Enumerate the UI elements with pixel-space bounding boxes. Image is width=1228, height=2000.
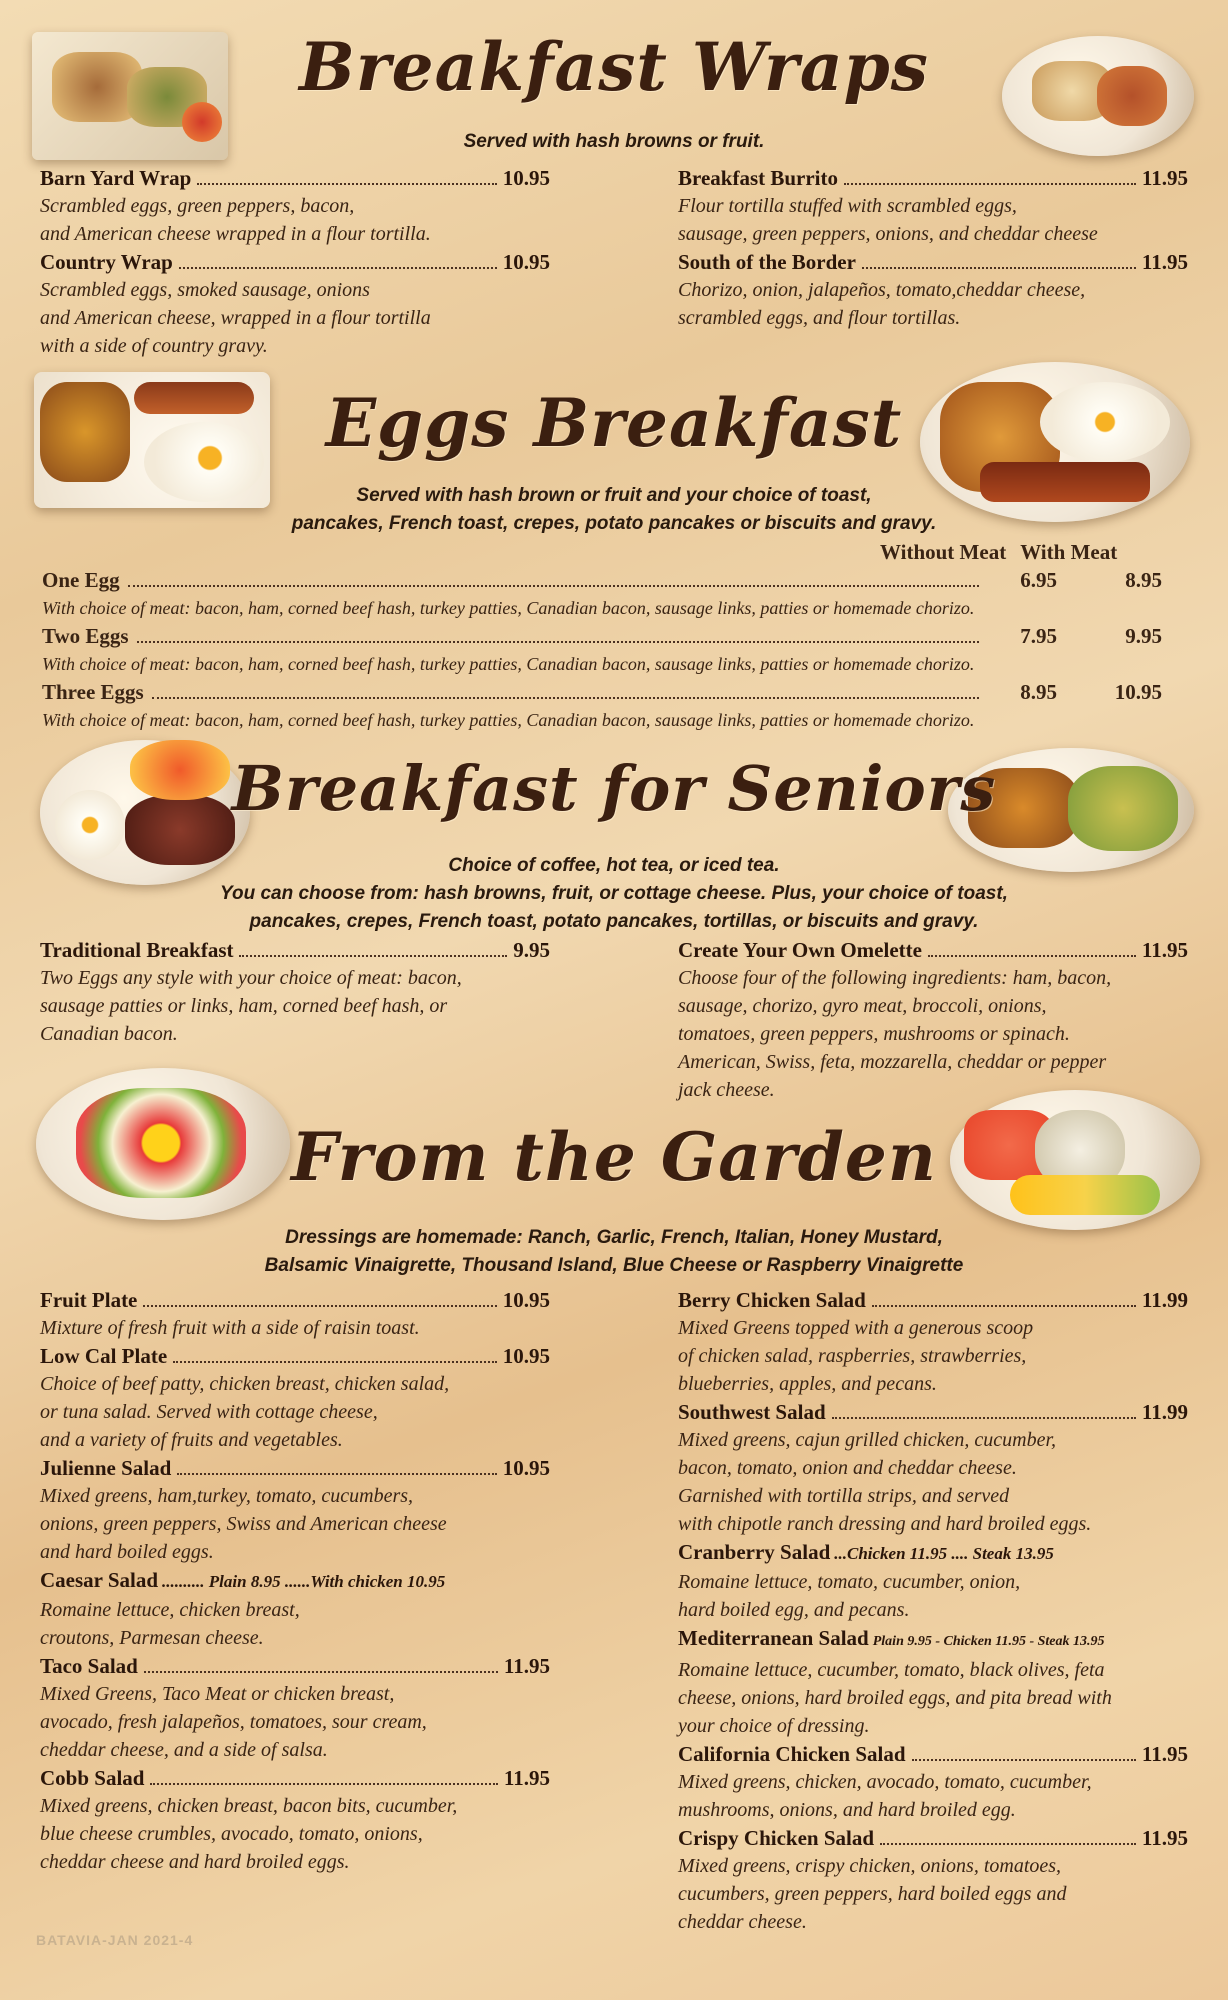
eggs-item-three	[42, 678, 1162, 734]
item-name: Barn Yard Wrap	[40, 166, 192, 190]
item-price-options: Plain 9.95 - Chicken 11.95 - Steak 13.95	[872, 1634, 1105, 1649]
item-price: 11.95	[1141, 166, 1188, 190]
menu-item	[40, 248, 550, 360]
item-desc: Scrambled eggs, green peppers, bacon,	[40, 195, 355, 217]
item-desc: Mixed greens, chicken, avocado, tomato, cucumber,	[678, 1771, 1092, 1793]
item-name: One Egg	[42, 568, 120, 592]
item-price: 10.95	[502, 1288, 550, 1312]
item-desc: and a variety of fruits and vegetables.	[40, 1429, 343, 1451]
item-desc: Mixed greens, chicken breast, bacon bits, cucumber,	[40, 1795, 458, 1817]
item-desc: with chipotle ranch dressing and hard broiled eggs.	[678, 1513, 1092, 1535]
item-desc: bacon, tomato, onion and cheddar cheese.	[678, 1457, 1017, 1479]
item-desc: Mixture of fresh fruit with a side of raisin toast.	[40, 1317, 420, 1339]
item-name: Taco Salad	[40, 1654, 138, 1678]
item-price: 10.95	[502, 1344, 550, 1368]
item-desc: Flour tortilla stuffed with scrambled eggs,	[678, 195, 1017, 217]
menu-item	[678, 936, 1188, 1104]
item-desc: Choose four of the following ingredients: ham, bacon,	[678, 967, 1112, 989]
item-name: Cobb Salad	[40, 1766, 145, 1790]
item-name: Cranberry Salad	[678, 1540, 831, 1564]
item-desc: or tuna salad. Served with cottage cheese,	[40, 1401, 378, 1423]
item-desc: Two Eggs any style with your choice of meat: bacon,	[40, 967, 462, 989]
garden-right-column	[678, 1286, 1188, 1936]
item-desc: and American cheese wrapped in a flour tortilla.	[40, 223, 431, 245]
item-name: California Chicken Salad	[678, 1742, 906, 1766]
eggs-item-one	[42, 566, 1162, 622]
item-desc: With choice of meat: bacon, ham, corned beef hash, turkey patties, Canadian bacon, sausage links, patties or homemade chorizo.	[42, 710, 975, 730]
item-desc: Chorizo, onion, jalapeños, tomato,cheddar cheese,	[678, 279, 1086, 301]
item-name: Low Cal Plate	[40, 1344, 168, 1368]
item-desc: onions, green peppers, Swiss and American cheese	[40, 1513, 447, 1535]
seniors-subtitle-line-2: You can choose from: hash browns, fruit, or cottage cheese. Plus, your choice of toast,	[220, 883, 1008, 904]
item-name: Southwest Salad	[678, 1400, 826, 1424]
item-desc: Scrambled eggs, smoked sausage, onions	[40, 279, 370, 301]
item-desc: sausage, chorizo, gyro meat, broccoli, onions,	[678, 995, 1047, 1017]
menu-item	[40, 1566, 550, 1652]
item-desc: jack cheese.	[678, 1079, 775, 1101]
item-name: Julienne Salad	[40, 1456, 172, 1480]
item-name: Country Wrap	[40, 250, 173, 274]
with-meat-header: With Meat	[1020, 540, 1118, 564]
item-desc: your choice of dressing.	[678, 1715, 870, 1737]
item-desc: American, Swiss, feta, mozzarella, cheddar or pepper	[678, 1051, 1107, 1073]
item-desc: Mixed greens, ham,turkey, tomato, cucumbers,	[40, 1485, 414, 1507]
menu-item	[40, 1652, 550, 1764]
wraps-right-column	[678, 164, 1188, 332]
item-price: 10.95	[502, 1456, 550, 1480]
item-desc: Romaine lettuce, tomato, cucumber, onion,	[678, 1571, 1021, 1593]
item-desc: cheddar cheese, and a side of salsa.	[40, 1739, 328, 1761]
item-price: 11.95	[1141, 1742, 1188, 1766]
wraps-title: Breakfast Wraps	[299, 28, 929, 106]
item-desc: cucumbers, green peppers, hard boiled eggs and	[678, 1883, 1067, 1905]
menu-item	[678, 1398, 1188, 1538]
item-desc: Mixed greens, crispy chicken, onions, tomatoes,	[678, 1855, 1062, 1877]
item-desc: mushrooms, onions, and hard broiled egg.	[678, 1799, 1016, 1821]
menu-item	[40, 1764, 550, 1876]
item-desc: croutons, Parmesan cheese.	[40, 1627, 264, 1649]
menu-item	[678, 1740, 1188, 1824]
seniors-subtitle-line-1: Choice of coffee, hot tea, or iced tea.	[448, 855, 780, 876]
item-name: Two Eggs	[42, 624, 129, 648]
item-desc: Choice of beef patty, chicken breast, chicken salad,	[40, 1373, 450, 1395]
garden-title: From the Garden	[291, 1118, 937, 1196]
menu-item	[678, 164, 1188, 248]
item-price: 11.95	[1141, 250, 1188, 274]
item-name: Traditional Breakfast	[40, 938, 234, 962]
item-name: Berry Chicken Salad	[678, 1288, 866, 1312]
item-name: Three Eggs	[42, 680, 144, 704]
menu-item	[40, 1342, 550, 1454]
item-desc: With choice of meat: bacon, ham, corned beef hash, turkey patties, Canadian bacon, sausage links, patties or homemade chorizo.	[42, 598, 975, 618]
item-name: South of the Border	[678, 250, 856, 274]
item-desc: and hard boiled eggs.	[40, 1541, 214, 1563]
menu-item	[40, 1286, 550, 1342]
item-desc: Mixed Greens, Taco Meat or chicken breast,	[40, 1683, 395, 1705]
item-desc: Romaine lettuce, chicken breast,	[40, 1599, 300, 1621]
item-name: Caesar Salad	[40, 1568, 159, 1592]
item-price-options: ...Chicken 11.95 .... Steak 13.95	[834, 1544, 1054, 1563]
wraps-subtitle: Served with hash browns or fruit.	[463, 131, 765, 152]
item-price-options: .......... Plain 8.95 ......With chicken 10.95	[162, 1572, 446, 1591]
seniors-subtitle-line-3: pancakes, crepes, French toast, potato pancakes, tortillas, or biscuits and gravy.	[249, 911, 979, 932]
item-price: 11.95	[503, 1654, 550, 1678]
item-desc: sausage, green peppers, onions, and cheddar cheese	[678, 223, 1098, 245]
item-name: Breakfast Burrito	[678, 166, 839, 190]
item-desc: Canadian bacon.	[40, 1023, 178, 1045]
item-desc: hard boiled egg, and pecans.	[678, 1599, 910, 1621]
menu-item	[40, 936, 550, 1048]
eggs-subtitle-line-1: Served with hash brown or fruit and your choice of toast,	[356, 485, 872, 506]
item-desc: scrambled eggs, and flour tortillas.	[678, 307, 961, 329]
menu-item	[40, 164, 550, 248]
item-desc: Mixed Greens topped with a generous scoop	[678, 1317, 1034, 1339]
item-name: Mediterranean Salad	[678, 1626, 869, 1650]
eggs-column-headers	[880, 538, 1190, 566]
item-price-with: 9.95	[1125, 624, 1162, 648]
item-name: Create Your Own Omelette	[678, 938, 922, 962]
item-price-with: 10.95	[1114, 680, 1162, 704]
item-price: 9.95	[513, 938, 550, 962]
item-price-without: 8.95	[1020, 680, 1057, 704]
item-name: Crispy Chicken Salad	[678, 1826, 875, 1850]
item-desc: Garnished with tortilla strips, and served	[678, 1485, 1010, 1507]
item-name: Fruit Plate	[40, 1288, 138, 1312]
seniors-left-column	[40, 936, 550, 1048]
item-price: 11.95	[1141, 938, 1188, 962]
item-desc: With choice of meat: bacon, ham, corned beef hash, turkey patties, Canadian bacon, sausage links, patties or homemade chorizo.	[42, 654, 975, 674]
garden-left-column	[40, 1286, 550, 1876]
item-price-with: 8.95	[1125, 568, 1162, 592]
garden-subtitle-line-2: Balsamic Vinaigrette, Thousand Island, Blue Cheese or Raspberry Vinaigrette	[264, 1255, 964, 1276]
item-price-without: 6.95	[1020, 568, 1057, 592]
item-desc: Romaine lettuce, cucumber, tomato, black olives, feta	[678, 1659, 1105, 1681]
seniors-right-column	[678, 936, 1188, 1104]
item-desc: avocado, fresh jalapeños, tomatoes, sour cream,	[40, 1711, 427, 1733]
item-desc: tomatoes, green peppers, mushrooms or spinach.	[678, 1023, 1070, 1045]
item-desc: blueberries, apples, and pecans.	[678, 1373, 937, 1395]
item-desc: cheese, onions, hard broiled eggs, and pita bread with	[678, 1687, 1112, 1709]
item-price: 11.95	[503, 1766, 550, 1790]
item-desc: cheddar cheese and hard broiled eggs.	[40, 1851, 350, 1873]
item-price: 11.99	[1141, 1288, 1188, 1312]
wraps-left-column	[40, 164, 550, 360]
item-desc: and American cheese, wrapped in a flour tortilla	[40, 307, 431, 329]
item-price: 10.95	[502, 250, 550, 274]
eggs-title: Eggs Breakfast	[325, 384, 903, 462]
menu-item	[678, 1286, 1188, 1398]
eggs-item-two	[42, 622, 1162, 678]
without-meat-header: Without Meat	[880, 540, 1007, 564]
item-desc: Mixed greens, cajun grilled chicken, cucumber,	[678, 1429, 1057, 1451]
menu-item	[678, 1624, 1188, 1740]
menu-item	[678, 1538, 1188, 1624]
item-price-without: 7.95	[1020, 624, 1057, 648]
item-desc: sausage patties or links, ham, corned beef hash, or	[40, 995, 448, 1017]
menu-item	[678, 1824, 1188, 1936]
item-price: 11.95	[1141, 1826, 1188, 1850]
seniors-title: Breakfast for Seniors	[231, 752, 997, 825]
item-price: 11.99	[1141, 1400, 1188, 1424]
item-price: 10.95	[502, 166, 550, 190]
eggs-subtitle-line-2: pancakes, French toast, crepes, potato pancakes or biscuits and gravy.	[291, 513, 937, 534]
item-desc: cheddar cheese.	[678, 1911, 807, 1933]
item-desc: blue cheese crumbles, avocado, tomato, onions,	[40, 1823, 423, 1845]
item-desc: with a side of country gravy.	[40, 335, 268, 357]
footer-code: BATAVIA-JAN 2021-4	[36, 1932, 194, 1948]
menu-item	[40, 1454, 550, 1566]
item-desc: of chicken salad, raspberries, strawberries,	[678, 1345, 1027, 1367]
menu-item	[678, 248, 1188, 332]
garden-subtitle-line-1: Dressings are homemade: Ranch, Garlic, French, Italian, Honey Mustard,	[285, 1227, 943, 1248]
